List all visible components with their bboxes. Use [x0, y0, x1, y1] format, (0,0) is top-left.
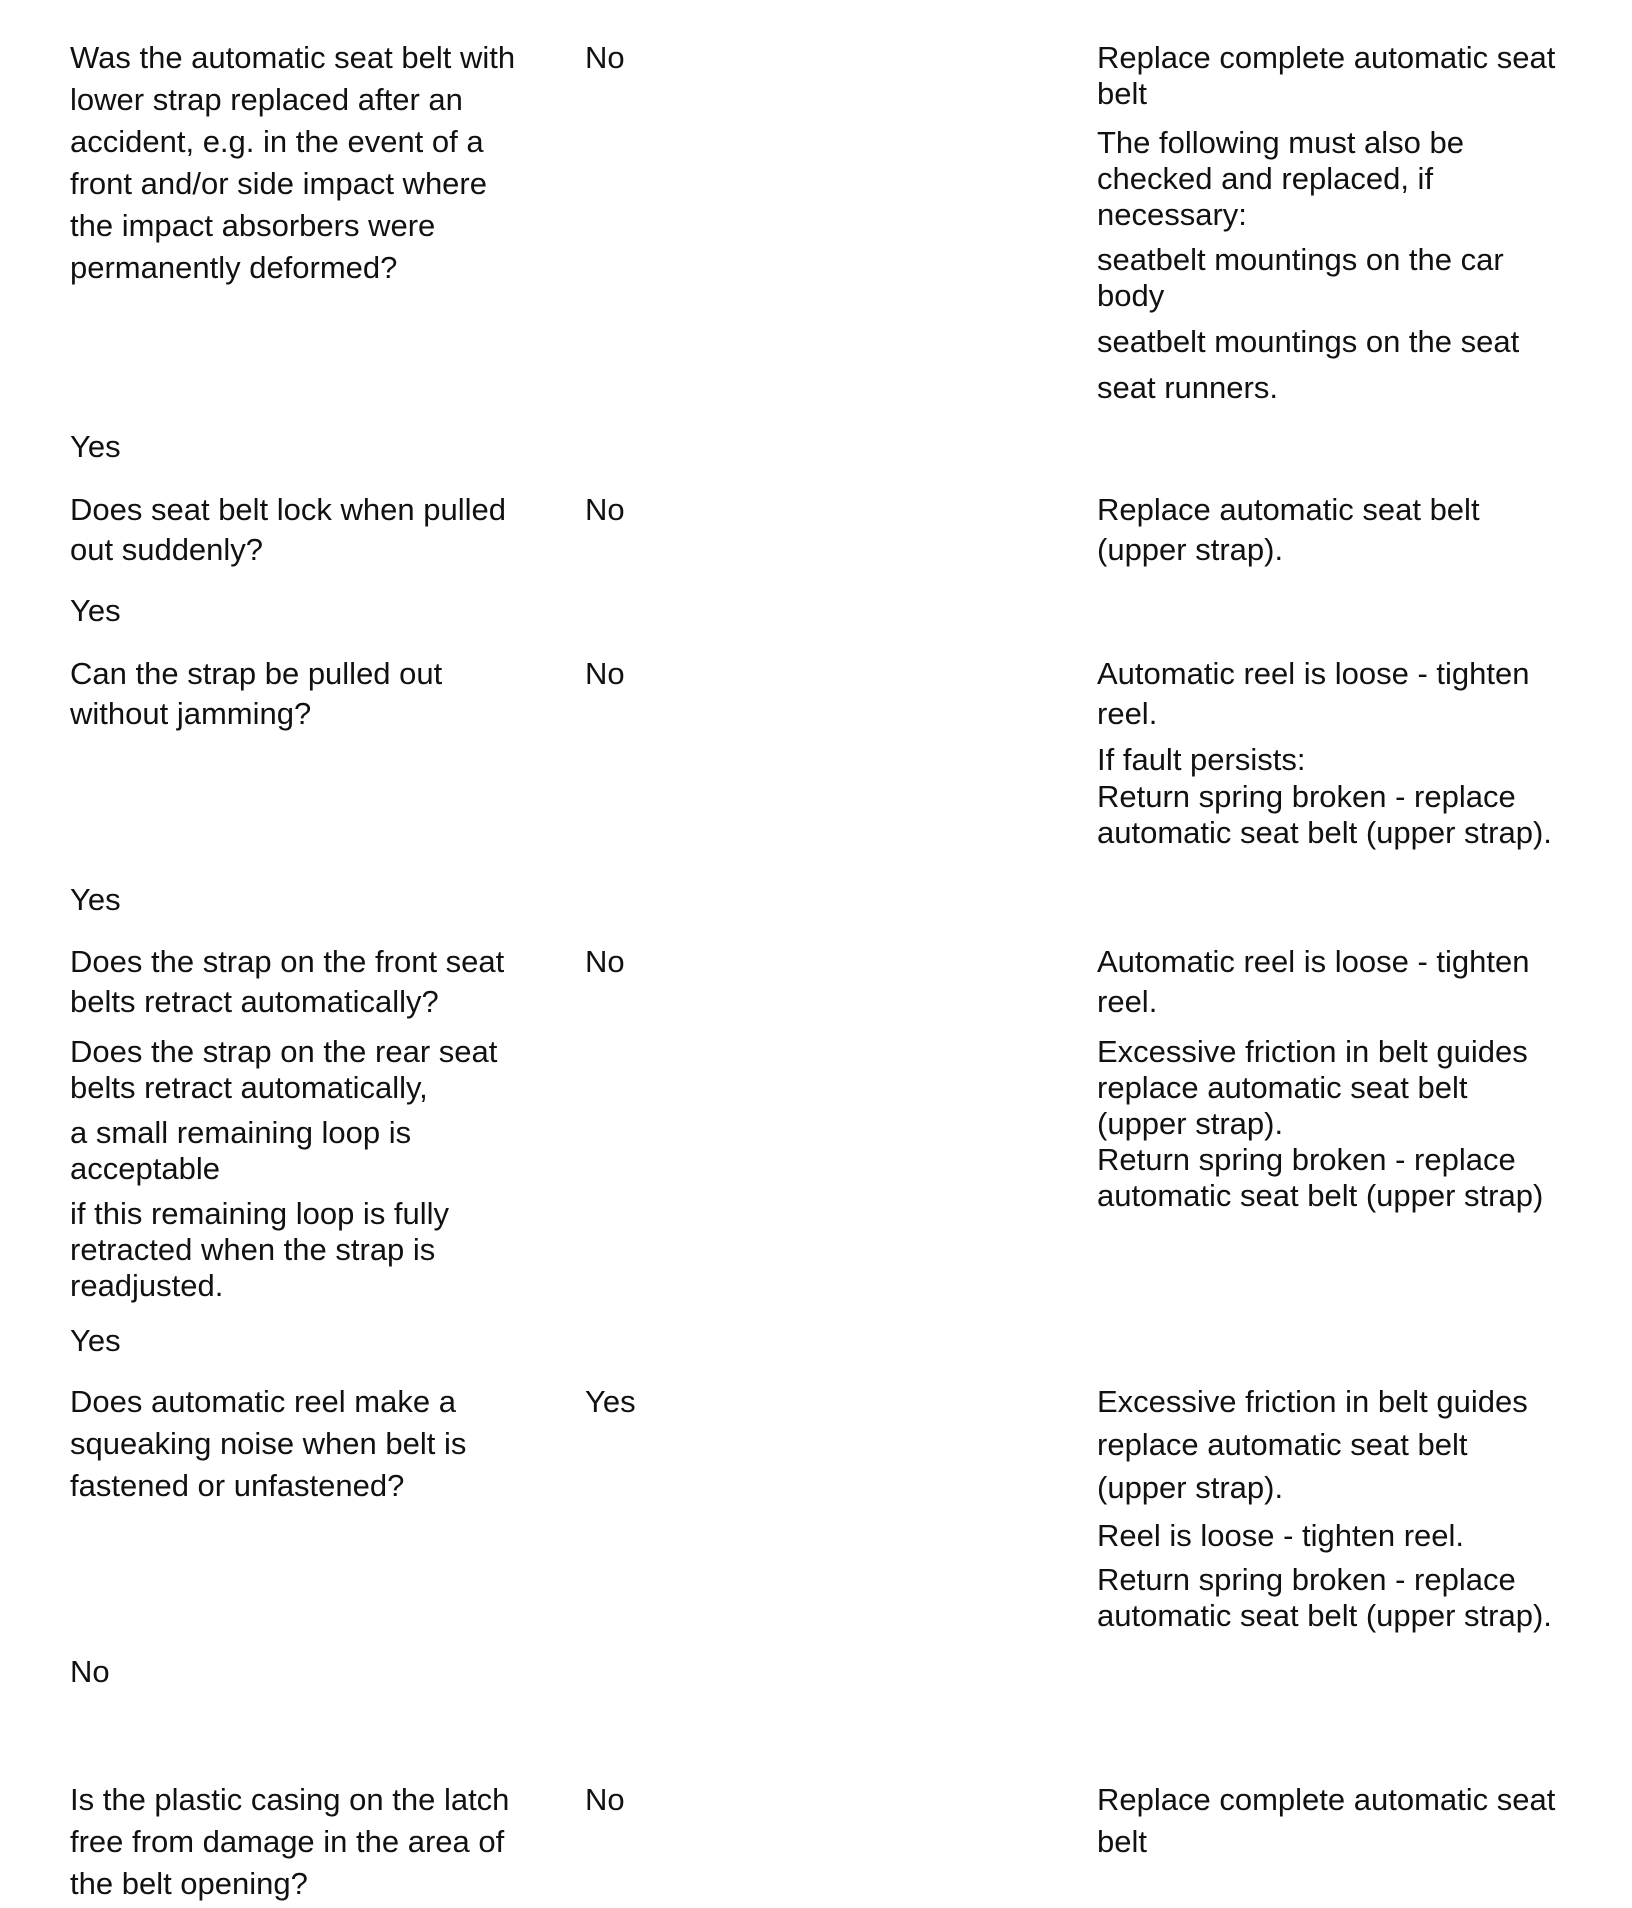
continue-2: Yes: [70, 593, 121, 628]
remedy-4: [1097, 944, 1627, 1214]
question-line: if this remaining loop is fully: [70, 1196, 450, 1231]
remedy-6: [1097, 1782, 1627, 1866]
question-2: [70, 492, 570, 572]
question-line: out suddenly?: [70, 532, 264, 567]
question-line: Does the strap on the rear seat: [70, 1034, 498, 1069]
remedy-3: [1097, 656, 1627, 851]
question-line: the impact absorbers were: [70, 208, 436, 243]
question-line: lower strap replaced after an: [70, 82, 463, 117]
question-line: accident, e.g. in the event of a: [70, 124, 484, 159]
question-6: [70, 1782, 570, 1908]
remedy-line: belt: [1097, 1824, 1147, 1859]
remedy-line: Automatic reel is loose - tighten: [1097, 656, 1530, 691]
question-line: retracted when the strap is: [70, 1232, 436, 1267]
remedy-line: Automatic reel is loose - tighten: [1097, 944, 1530, 979]
question-line: Was the automatic seat belt with: [70, 40, 516, 75]
answer-6: No: [585, 1782, 625, 1817]
answer-3: No: [585, 656, 625, 691]
continue-4: Yes: [70, 1323, 121, 1358]
remedy-line: Return spring broken - replace: [1097, 1562, 1516, 1597]
remedy-2: [1097, 492, 1627, 572]
remedy-line: Replace automatic seat belt: [1097, 492, 1480, 527]
question-line: squeaking noise when belt is: [70, 1426, 467, 1461]
question-line: free from damage in the area of: [70, 1824, 505, 1859]
remedy-line: Return spring broken - replace: [1097, 1142, 1516, 1177]
question-line: belts retract automatically?: [70, 984, 439, 1019]
remedy-line: checked and replaced, if: [1097, 161, 1434, 196]
remedy-line: seatbelt mountings on the car: [1097, 242, 1504, 277]
question-line: acceptable: [70, 1151, 220, 1186]
remedy-line: automatic seat belt (upper strap).: [1097, 1598, 1552, 1633]
answer-2: No: [585, 492, 625, 527]
question-5: [70, 1384, 570, 1510]
question-line: a small remaining loop is: [70, 1115, 412, 1150]
question-3: [70, 656, 570, 736]
question-line: Does the strap on the front seat: [70, 944, 505, 979]
question-1: [70, 40, 570, 292]
question-4: [70, 944, 570, 1304]
remedy-line: reel.: [1097, 696, 1158, 731]
remedy-line: If fault persists:: [1097, 742, 1306, 777]
question-line: permanently deformed?: [70, 250, 398, 285]
question-line: Does automatic reel make a: [70, 1384, 456, 1419]
question-line: readjusted.: [70, 1268, 224, 1303]
remedy-line: (upper strap).: [1097, 1106, 1284, 1141]
remedy-line: Excessive friction in belt guides: [1097, 1384, 1528, 1419]
remedy-line: (upper strap).: [1097, 532, 1284, 567]
remedy-line: replace automatic seat belt: [1097, 1070, 1468, 1105]
remedy-line: (upper strap).: [1097, 1470, 1284, 1505]
remedy-line: body: [1097, 278, 1165, 313]
answer-1: No: [585, 40, 625, 75]
question-line: fastened or unfastened?: [70, 1468, 405, 1503]
remedy-line: Replace complete automatic seat: [1097, 40, 1556, 75]
answer-4: No: [585, 944, 625, 979]
remedy-line: automatic seat belt (upper strap).: [1097, 815, 1552, 850]
remedy-line: Reel is loose - tighten reel.: [1097, 1518, 1465, 1553]
remedy-line: Return spring broken - replace: [1097, 779, 1516, 814]
remedy-1: [1097, 40, 1627, 406]
continue-1: Yes: [70, 429, 121, 464]
remedy-line: replace automatic seat belt: [1097, 1427, 1468, 1462]
question-line: Can the strap be pulled out: [70, 656, 443, 691]
remedy-line: automatic seat belt (upper strap): [1097, 1178, 1544, 1213]
remedy-line: seat runners.: [1097, 370, 1278, 405]
remedy-line: seatbelt mountings on the seat: [1097, 324, 1520, 359]
question-line: Does seat belt lock when pulled: [70, 492, 506, 527]
continue-3: Yes: [70, 882, 121, 917]
remedy-line: belt: [1097, 76, 1147, 111]
question-line: front and/or side impact where: [70, 166, 487, 201]
question-line: belts retract automatically,: [70, 1070, 428, 1105]
remedy-line: reel.: [1097, 984, 1158, 1019]
remedy-line: The following must also be: [1097, 125, 1465, 160]
continue-5: No: [70, 1654, 110, 1689]
remedy-line: necessary:: [1097, 197, 1247, 232]
question-line: the belt opening?: [70, 1866, 308, 1901]
answer-5: Yes: [585, 1384, 636, 1419]
remedy-line: Excessive friction in belt guides: [1097, 1034, 1528, 1069]
remedy-line: Replace complete automatic seat: [1097, 1782, 1556, 1817]
remedy-5: [1097, 1384, 1627, 1634]
question-line: Is the plastic casing on the latch: [70, 1782, 510, 1817]
question-line: without jamming?: [70, 696, 312, 731]
